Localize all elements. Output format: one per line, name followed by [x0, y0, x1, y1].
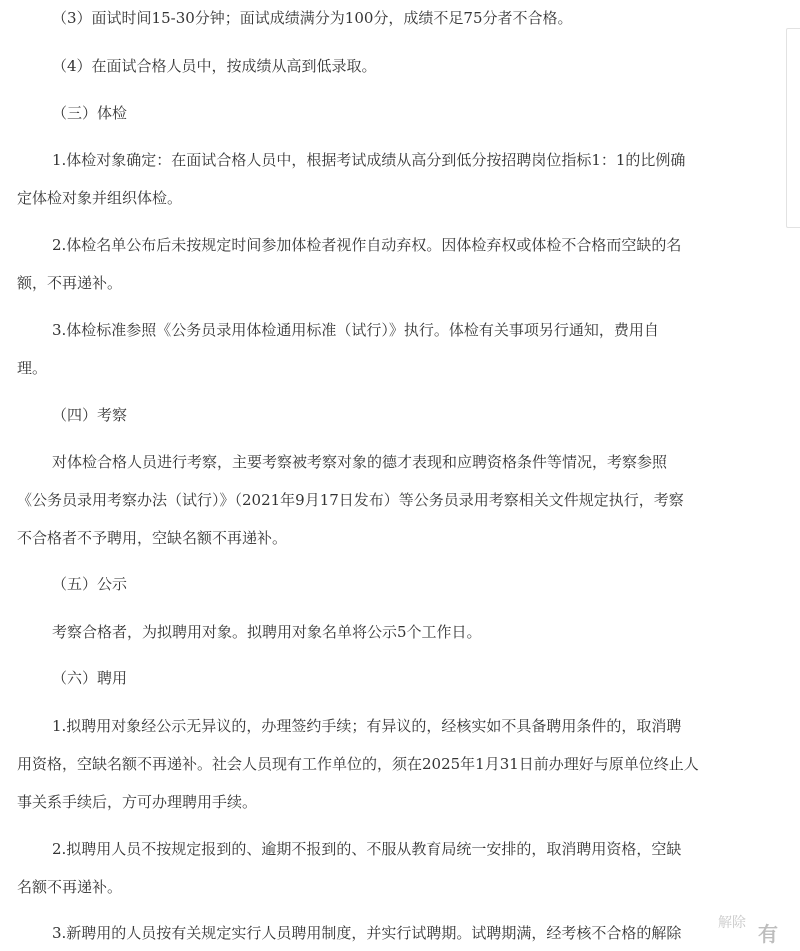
text-line: 事关系手续后，方可办理聘用手续。 [17, 793, 258, 811]
text-line: 不合格者不予聘用，空缺名额不再递补。 [17, 529, 288, 547]
section-heading: （五）公示 [52, 575, 128, 593]
text-line: （4）在面试合格人员中，按成绩从高到低录取。 [52, 57, 377, 75]
text-line: 1.拟聘用对象经公示无异议的，办理签约手续；有异议的，经核实如不具备聘用条件的，取消聘 [52, 717, 682, 735]
section-heading: （六）聘用 [52, 669, 128, 687]
text-line: 理。 [17, 359, 48, 377]
text-line: 2.拟聘用人员不按规定报到的、逾期不报到的、不服从教育局统一安排的，取消聘用资格，空缺 [52, 840, 682, 858]
text-line: 2.体检名单公布后未按规定时间参加体检者视作自动弃权。因体检弃权或体检不合格而空缺的名 [52, 236, 682, 254]
text-line: 对体检合格人员进行考察，主要考察被考察对象的德才表现和应聘资格条件等情况，考察参照 [52, 453, 668, 471]
watermark-mark: 有 [758, 922, 778, 946]
watermark-text: 解除 [718, 915, 746, 931]
text-line: 额，不再递补。 [17, 274, 123, 292]
watermark-logo [714, 906, 800, 951]
text-line: 考察合格者，为拟聘用对象。拟聘用对象名单将公示5个工作日。 [52, 623, 482, 641]
text-line: 用资格，空缺名额不再递补。社会人员现有工作单位的，须在2025年1月31日前办理好与原单位终止人 [17, 755, 699, 773]
section-heading: （四）考察 [52, 406, 128, 424]
text-line: 《公务员录用考察办法（试行）》（2021年9月17日发布）等公务员录用考察相关文件规定执行，考察 [17, 491, 684, 509]
text-line: （3）面试时间15-30分钟；面试成绩满分为100分，成绩不足75分者不合格。 [52, 9, 573, 27]
text-line: 定体检对象并组织体检。 [17, 189, 183, 207]
text-line: 名额不再递补。 [17, 878, 123, 896]
text-line: 3.体检标准参照《公务员录用体检通用标准（试行）》执行。体检有关事项另行通知，费用自 [52, 321, 659, 339]
section-heading: （三）体检 [52, 104, 128, 122]
text-line: 1.体检对象确定：在面试合格人员中，根据考试成绩从高分到低分按招聘岗位指标1：1的比例确 [52, 151, 686, 169]
side-scrollbar[interactable] [786, 28, 800, 228]
text-line: 3.新聘用的人员按有关规定实行人员聘用制度，并实行试聘期。试聘期满，经考核不合格的解除 [52, 924, 682, 942]
